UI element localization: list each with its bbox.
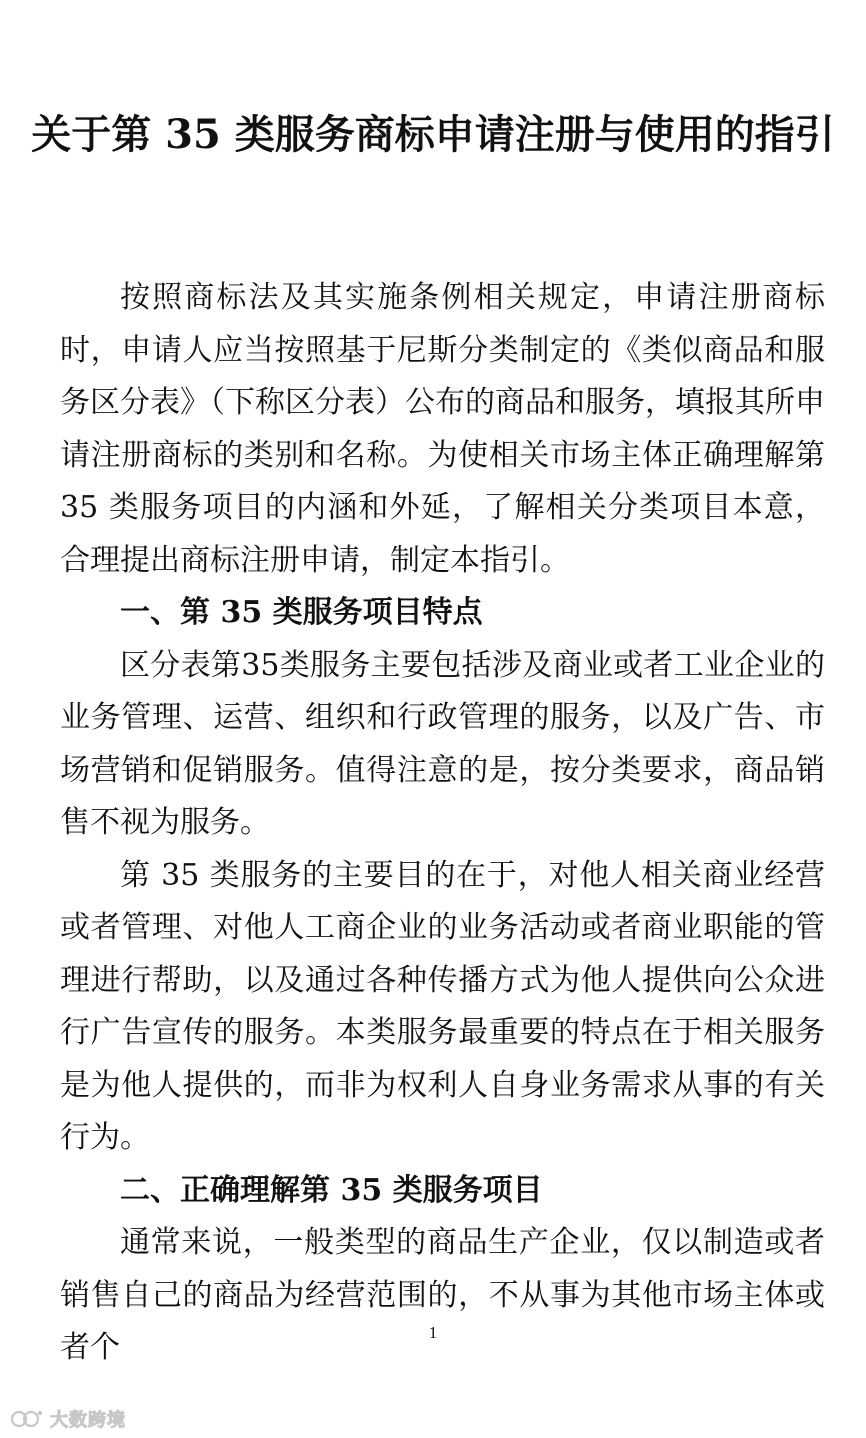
brand-logo-icon	[10, 1408, 44, 1430]
page-number: 1	[428, 1323, 438, 1342]
paragraph-section1-2: 第 35 类服务的主要目的在于，对他人相关商业经营或者管理、对他人工商企业的业务活动或者商业职能的管理进行帮助，以及通过各种传播方式为他人提供向公众进行广告宣传的服务。本类服务最重要的特点在于相关服务是为他人提供的，而非为权利人自身业务需求从事的有关行为。	[60, 857, 825, 1155]
watermark-text: 大数跨境	[50, 1410, 126, 1431]
paragraph-section1-1: 区分表第35类服务主要包括涉及商业或者工业企业的业务管理、运营、组织和行政管理的服务，以及广告、市场营销和促销服务。值得注意的是，按分类要求，商品销售不视为服务。	[60, 647, 825, 840]
watermark	[10, 1404, 126, 1434]
section-heading-2: 二、正确理解第 35 类服务项目	[120, 1172, 543, 1208]
section-heading-1: 一、第 35 类服务项目特点	[120, 595, 483, 630]
paragraph-section2-1: 通常来说，一般类型的商品生产企业，仅以制造或者销售自己的商品为经营范围的，不从事为其他市场主体或者个	[60, 1225, 825, 1365]
document-body	[60, 272, 825, 1375]
paragraph-intro: 按照商标法及其实施条例相关规定，申请注册商标时，申请人应当按照基于尼斯分类制定的《类似商品和服务区分表》（下称区分表）公布的商品和服务，填报其所申请注册商标的类别和名称。为使相关市场主体正确理解第 35 类服务项目的内涵和外延，了解相关分类项目本意，合理提出商标注册申请，制定本指引。	[60, 280, 825, 578]
document-title: 关于第 35 类服务商标申请注册与使用的指引	[31, 111, 835, 158]
